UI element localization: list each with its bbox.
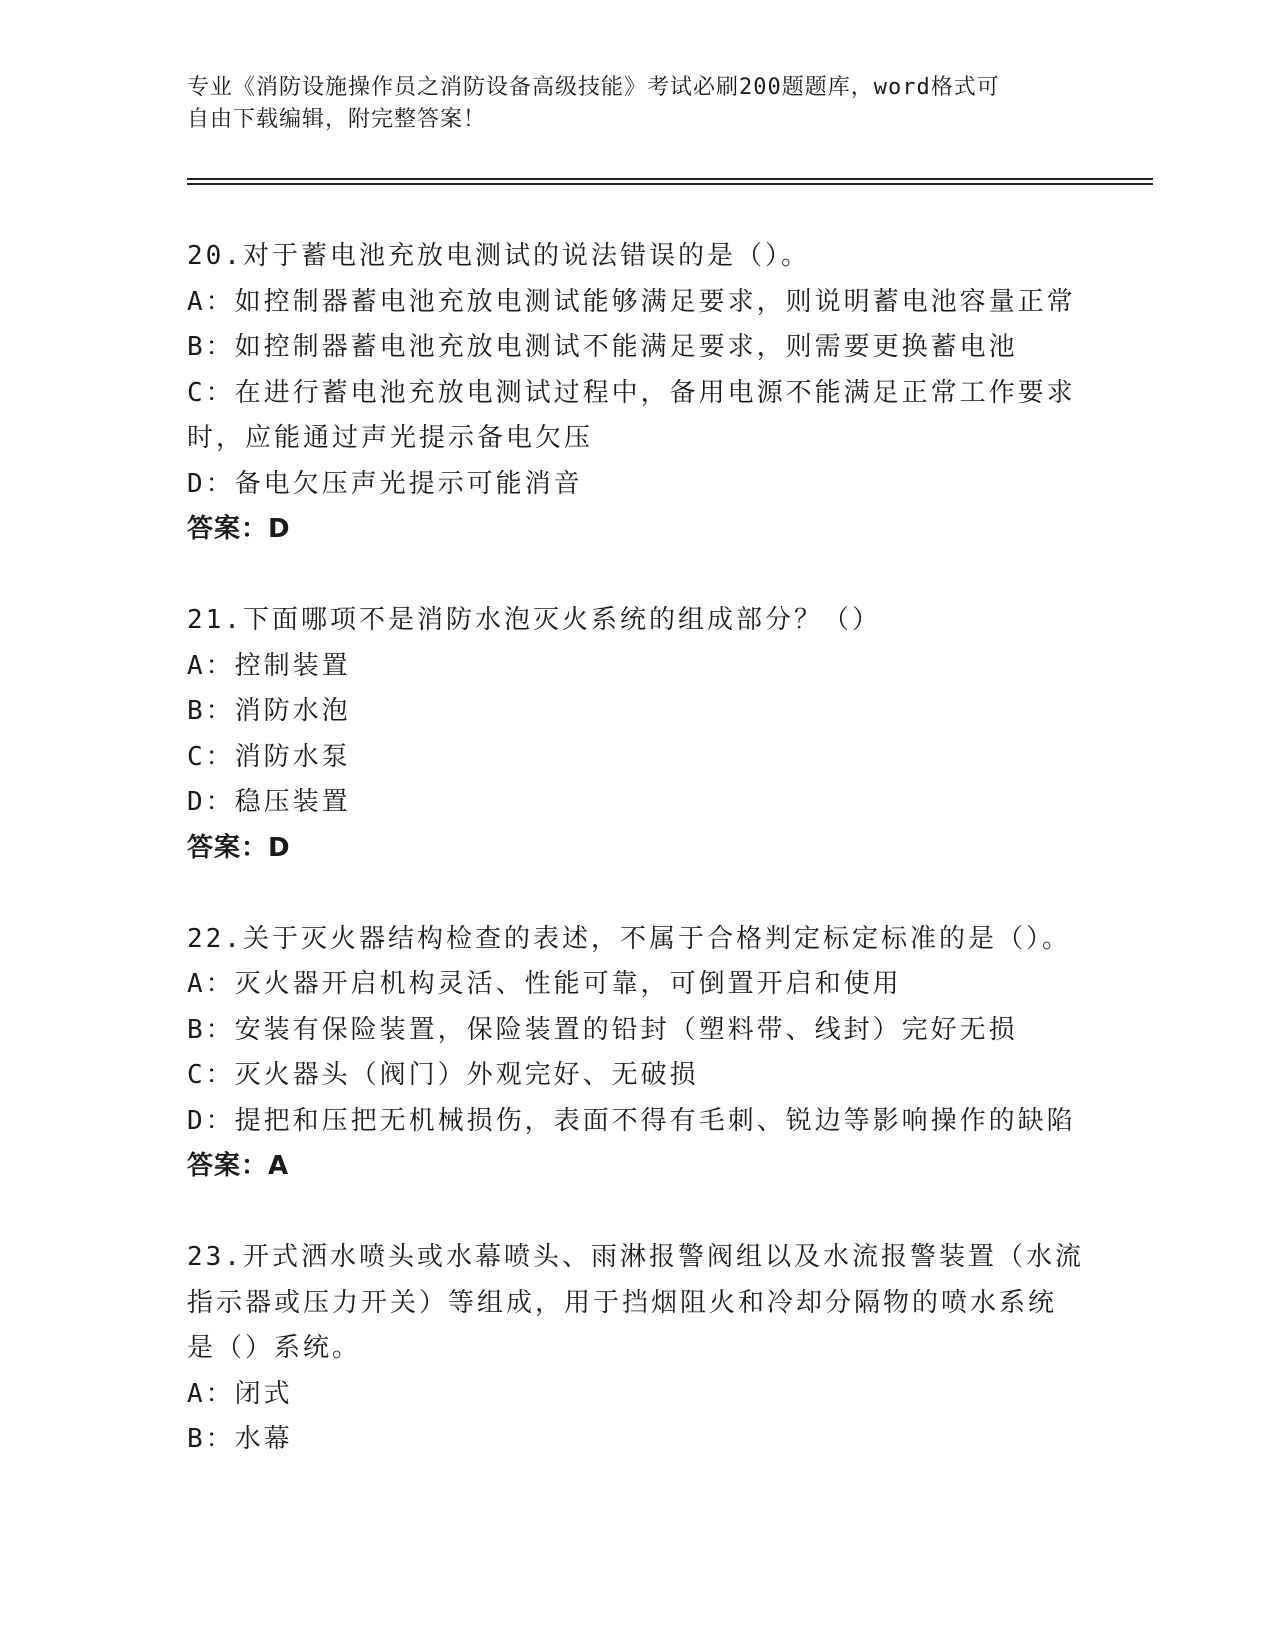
- header-line-2: 自由下载编辑，附完整答案！: [187, 107, 487, 132]
- question-block: [187, 598, 1087, 871]
- answer-line: 答案：D: [187, 832, 291, 863]
- question-stem-line: 23.开式洒水喷头或水幕喷头、雨淋报警阀组以及水流报警装置（水流: [187, 1242, 1084, 1272]
- option-line: C：灭火器头（阀门）外观完好、无破损: [187, 1060, 699, 1090]
- answer-line: 答案：A: [187, 1151, 290, 1181]
- question-block: [187, 917, 1087, 1190]
- option-line: B：消防水泡: [187, 696, 351, 726]
- question-stem-line: 指示器或压力开关）等组成，用于挡烟阻火和冷却分隔物的喷水系统: [187, 1287, 1058, 1318]
- question-block: [187, 1235, 1087, 1463]
- option-line: B：如控制器蓄电池充放电测试不能满足要求，则需要更换蓄电池: [187, 332, 1018, 362]
- question-stem-line: 20.对于蓄电池充放电测试的说法错误的是（）。: [187, 241, 810, 271]
- question-stem-line: 21.下面哪项不是消防水泡灭火系统的组成部分？（）: [187, 605, 881, 635]
- option-line: A：如控制器蓄电池充放电测试能够满足要求，则说明蓄电池容量正常: [187, 286, 1076, 317]
- option-line: A：灭火器开启机构灵活、性能可靠，可倒置开启和使用: [187, 969, 902, 999]
- question-list: [187, 234, 1087, 1508]
- answer-line: 答案：D: [187, 514, 291, 544]
- header-divider-top: [187, 178, 1153, 180]
- option-line: A：闭式: [187, 1378, 293, 1409]
- option-line: A：控制装置: [187, 650, 351, 681]
- option-line: B：水幕: [187, 1424, 293, 1454]
- option-line: D：稳压装置: [187, 787, 351, 817]
- option-line: 时，应能通过声光提示备电欠压: [187, 423, 594, 453]
- option-line: D：提把和压把无机械损伤，表面不得有毛刺、锐边等影响操作的缺陷: [187, 1105, 1076, 1136]
- option-line: C：在进行蓄电池充放电测试过程中，备用电源不能满足正常工作要求: [187, 377, 1076, 408]
- option-line: C：消防水泵: [187, 741, 351, 772]
- header-line-1: 专业《消防设施操作员之消防设备高级技能》考试必刷200题题库，word格式可: [187, 75, 1000, 100]
- question-block: [187, 234, 1087, 553]
- document-header: [187, 72, 1067, 136]
- question-stem-line: 22.关于灭火器结构检查的表述，不属于合格判定标定标准的是（）。: [187, 923, 1071, 954]
- option-line: B：安装有保险装置，保险装置的铅封（塑料带、线封）完好无损: [187, 1014, 1018, 1045]
- option-line: D：备电欠压声光提示可能消音: [187, 468, 583, 499]
- header-divider-bottom: [187, 183, 1153, 185]
- question-stem-line: 是（）系统。: [187, 1333, 362, 1363]
